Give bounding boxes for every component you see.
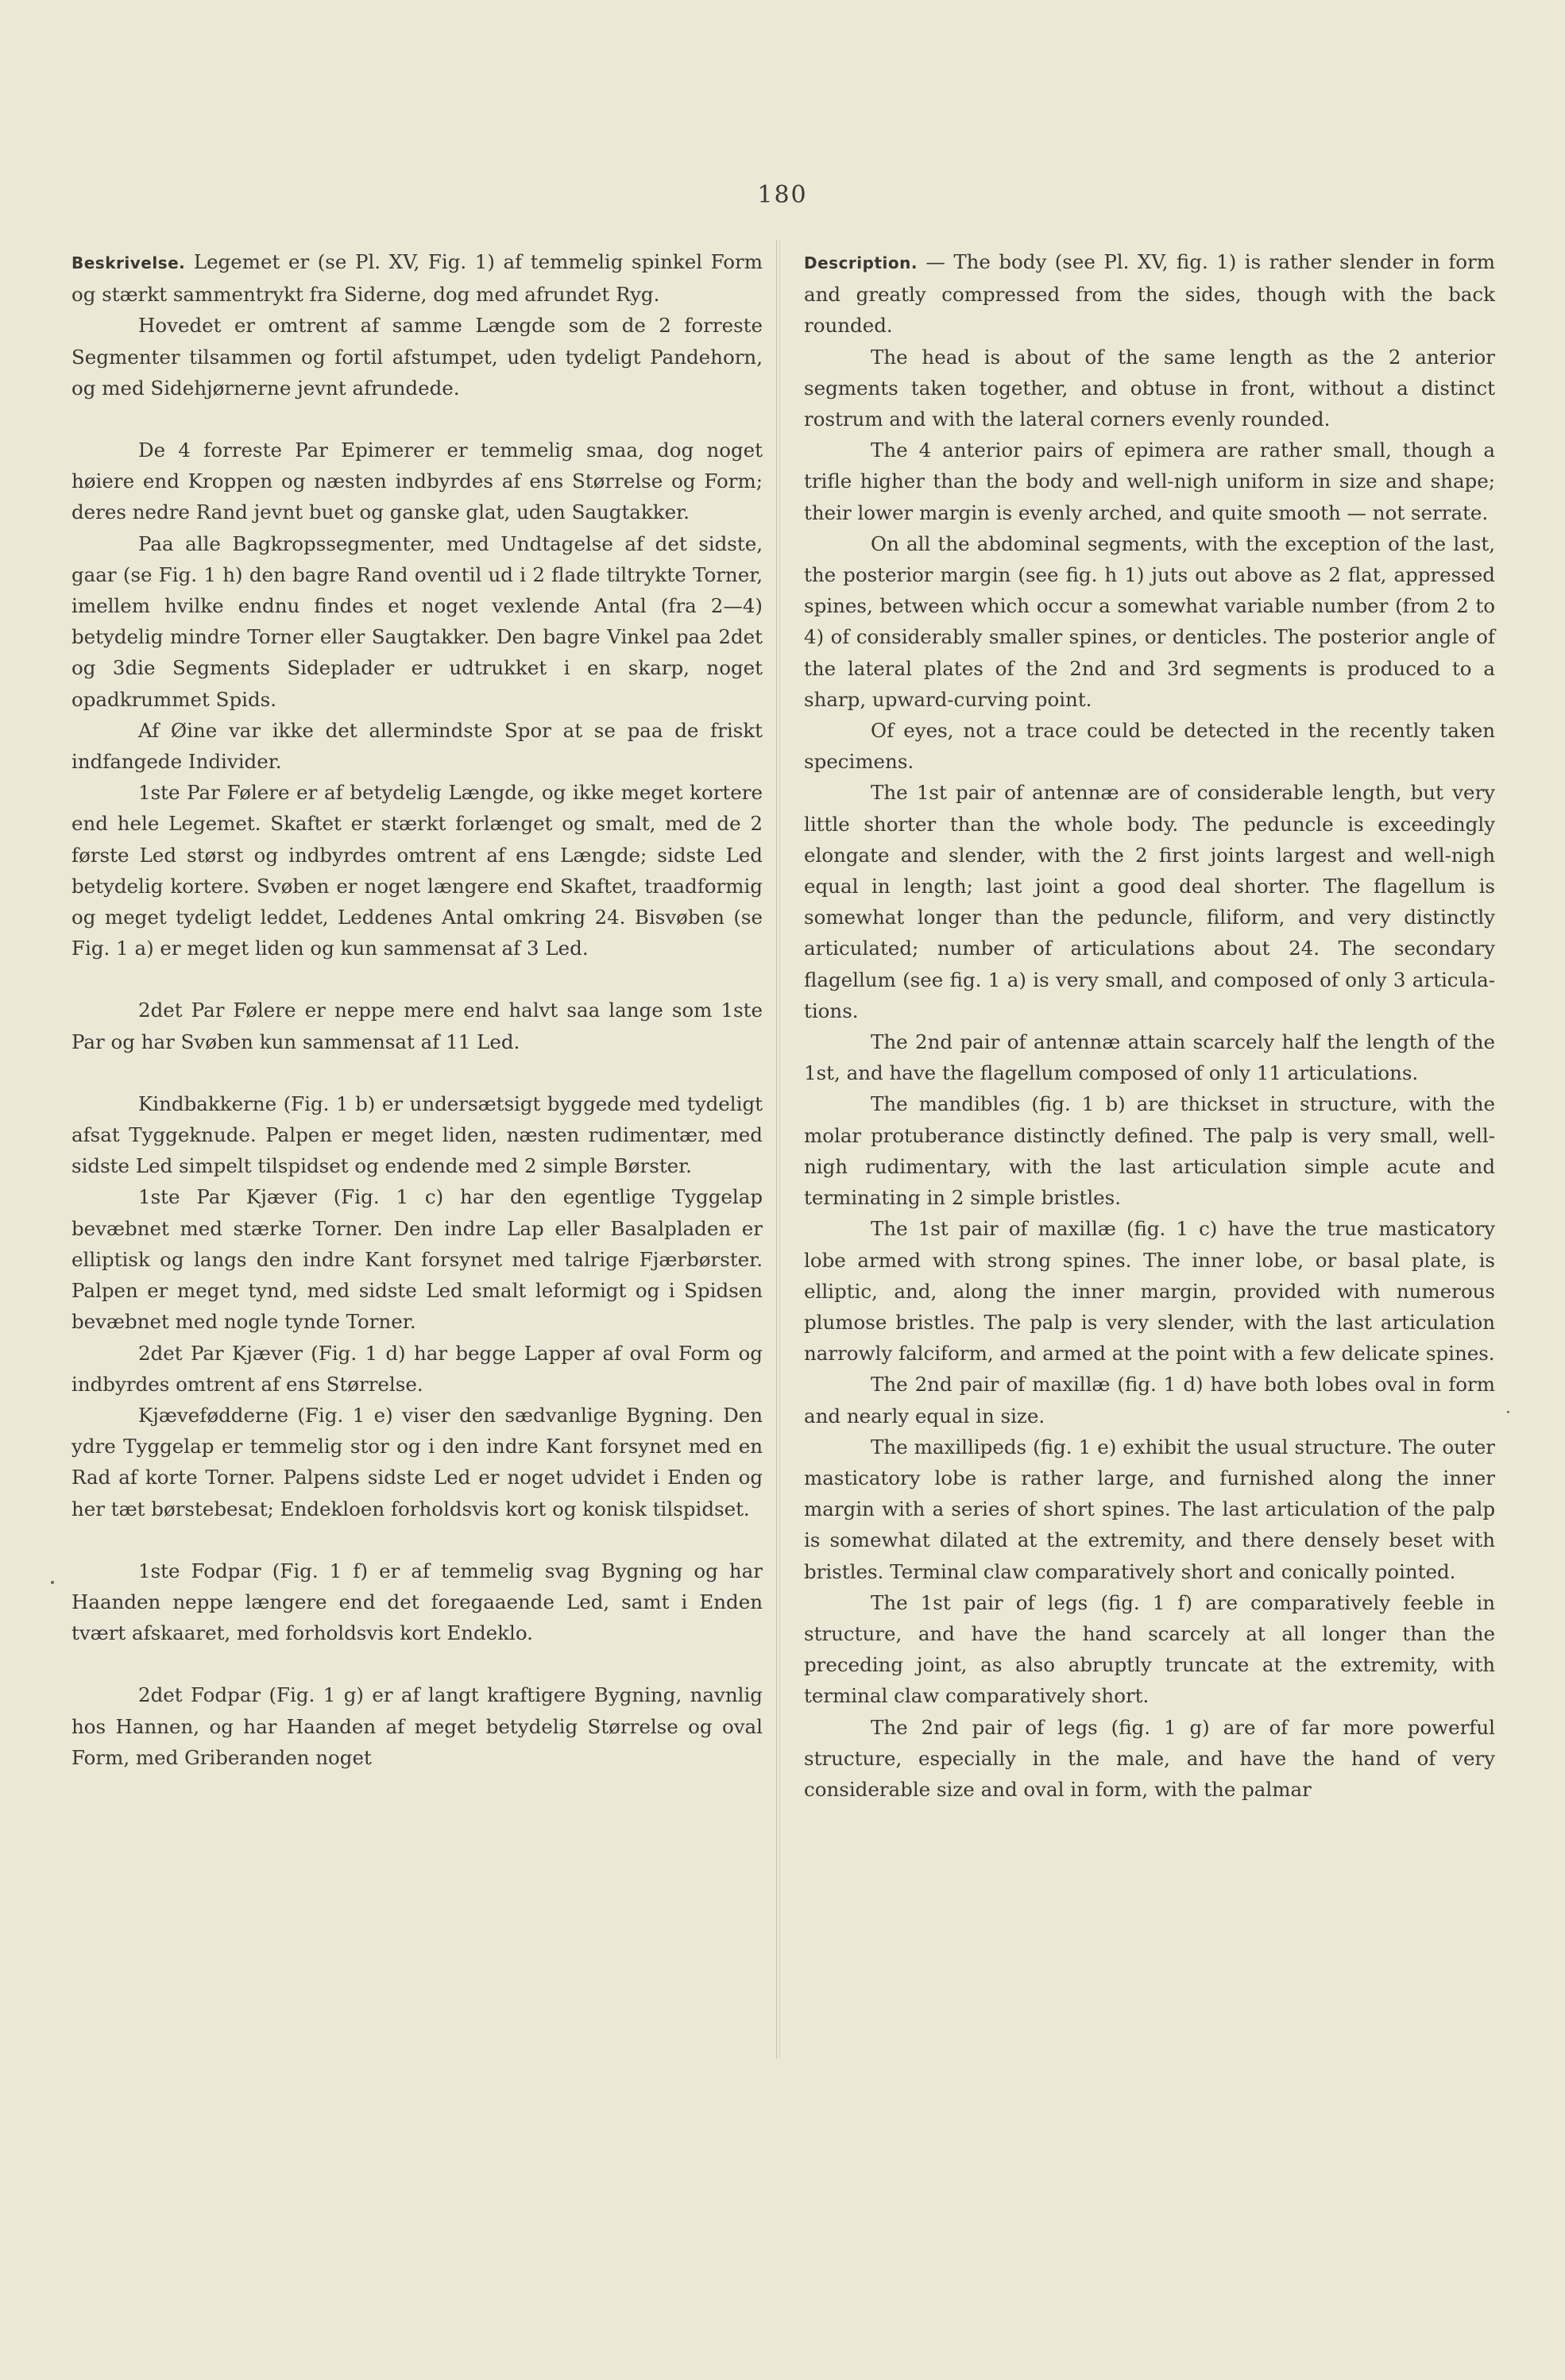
ink-speck — [51, 1581, 54, 1584]
paragraph: The 4 anterior pairs of epimera are rather small, though a trifle higher than the body and well-nigh uniform in size and shape; their lower margin is evenly arched, and quite smooth — not serrate. — [804, 439, 1495, 524]
paragraph: Paa alle Bagkropssegmenter, med Undtagelse af det sidste, gaar (se Fig. 1 h) den bagre Rand oventil ud i 2 flade tiltrykte Torner, imellem hvilke endnu findes et noget vexlende Antal (fra 2—4) betydelig mindre Torner eller Saugtakker. Den bagre Vinkel paa 2det og 3die Segments Sideplader er udtrukket i en skarp, noget opadkrummet Spids. — [71, 531, 763, 711]
paragraph: Description. — The body (see Pl. XV, fig. 1) is rather slender in form and greatly compressed from the sides, though with the back rounded. — [804, 250, 1495, 338]
column-divider — [776, 240, 777, 2059]
paragraph: On all the abdominal segments, with the exception of the last, the posterior margin (see fig. h 1) juts out above as 2 flat, appressed spines, between which occur a somewhat variable number (from 2 to 4) of considerably smaller spines, or denticles. The posterior angle of the lateral plates of the 2nd and 3rd segments is produced to a sharp, upward-curving point. — [804, 531, 1495, 711]
paragraph: The 2nd pair of antennæ attain scarcely half the length of the 1st, and have the flagellum composed of only 11 articulations. — [804, 1030, 1495, 1085]
paragraph: 1ste Fodpar (Fig. 1 f) er af temmelig svag Bygning og har Haanden neppe længere end det foregaaende Led, samt i Enden tvært afskaaret, med forholdsvis kort Endeklo. — [71, 1559, 763, 1645]
page-number: 180 — [757, 181, 808, 209]
paragraph: 1ste Par Kjæver (Fig. 1 c) har den egentlige Tyggelap bevæbnet med stærke Torner. Den indre Lap eller Basalpladen er elliptisk og langs den indre Kant forsynet med talrige Fjærbørster. Palpen er meget tynd, med sidste Led smalt leformigt og i Spidsen bevæbnet med nogle tynde Torner. — [71, 1185, 763, 1334]
paragraph: The mandibles (fig. 1 b) are thickset in structure, with the molar protuberance distinctly defined. The palp is very small, well-nigh rudimentary, with the last articulation simple acute and terminating in 2 simple bristles. — [804, 1092, 1495, 1210]
paragraph: 2det Par Følere er neppe mere end halvt saa lange som 1ste Par og har Svøben kun sammensat af 11 Led. — [71, 999, 763, 1053]
section-heading: Description. — [804, 253, 918, 272]
paragraph: 1ste Par Følere er af betydelig Længde, og ikke meget kortere end hele Legemet. Skaftet er stærkt forlænget og smalt, med de 2 første Led størst og indbyrdes omtrent af ens Længde; sidste Led betydelig kortere. Svøben er noget længere end Skaftet, traadformig og meget tydeligt leddet, Leddenes Antal omkring 24. Bisvøben (se Fig. 1 a) er meget liden og kun sammensat af 3 Led. — [71, 781, 763, 960]
paragraph: 2det Fodpar (Fig. 1 g) er af langt kraftigere Bygning, navnlig hos Hannen, og har Haanden af meget betydelig Størrelse og oval Form, med Griberanden noget — [71, 1683, 763, 1769]
paragraph: Hovedet er omtrent af samme Længde som de 2 forreste Segmenter tilsammen og fortil afstumpet, uden tydeligt Pandehorn, og med Sidehjørnerne jevnt afrundede. — [71, 314, 763, 400]
ink-speck — [1507, 1411, 1509, 1413]
paragraph: Kjævefødderne (Fig. 1 e) viser den sædvanlige Bygning. Den ydre Tyggelap er temmelig stor og i den indre Kant forsynet med en Rad af korte Torner. Palpens sidste Led er noget udvidet i Enden og her tæt børstebesat; Endekloen forholdsvis kort og konisk tilspidset. — [71, 1403, 763, 1520]
paragraph: The 2nd pair of legs (fig. 1 g) are of far more powerful structure, especially in the male, and have the hand of very considerable size and oval in form, with the palmar — [804, 1715, 1495, 1801]
paragraph: The 1st pair of maxillæ (fig. 1 c) have the true masticatory lobe armed with strong spines. The inner lobe, or basal plate, is elliptic, and, along the inner margin, provided with numerous plumose bristles. The palp is very slender, with the last articulation narrowly falciform, and armed at the point with a few delicate spines. — [804, 1217, 1495, 1366]
section-heading: Beskrivelse. — [71, 253, 186, 272]
english-column — [804, 246, 1495, 1805]
paragraph: Kindbakkerne (Fig. 1 b) er undersætsigt byggede med tydeligt afsat Tyggeknude. Palpen er meget liden, næsten rudimentær, med sidste Led simpelt tilspidset og endende med 2 simple Børster. — [71, 1091, 763, 1178]
paragraph: Of eyes, not a trace could be detected in the recently taken specimens. — [804, 719, 1495, 774]
paragraph: De 4 forreste Par Epimerer er temmelig smaa, dog noget høiere end Kroppen og næsten indbyrdes af ens Størrelse og Form; deres nedre Rand jevnt buet og ganske glat, uden Saugtakker. — [71, 439, 763, 524]
paragraph: The 1st pair of antennæ are of considerable length, but very little shorter than the whole body. The peduncle is exceedingly elongate and slender, with the 2 first joints largest and well-nigh equal in length; last joint a good deal shorter. The flagellum is somewhat longer than the peduncle, filiform, and very distinctly articulated; number of articulations about 24. The secondary flagellum (see fig. 1 a) is very small, and composed of only 3 articulations. — [804, 781, 1495, 1022]
paragraph: The 1st pair of legs (fig. 1 f) are comparatively feeble in structure, and have the hand scarcely at all longer than the preceding joint, as also abruptly truncate at the extremity, with terminal claw comparatively short. — [804, 1590, 1495, 1708]
norwegian-column — [71, 246, 763, 1773]
paragraph: Beskrivelse. Legemet er (se Pl. XV, Fig. 1) af temmelig spinkel Form og stærkt sammentrykt fra Siderne, dog med afrundet Ryg. — [71, 250, 763, 307]
column-divider-secondary — [779, 240, 780, 2059]
paragraph: Af Øine var ikke det allermindste Spor at se paa de friskt indfangede Individer. — [71, 718, 763, 774]
paragraph: 2det Par Kjæver (Fig. 1 d) har begge Lapper af oval Form og indbyrdes omtrent af ens Størrelse. — [71, 1341, 763, 1396]
paragraph: The 2nd pair of maxillæ (fig. 1 d) have both lobes oval in form and nearly equal in size. — [804, 1373, 1495, 1428]
paragraph: The head is about of the same length as the 2 anterior segments taken together, and obtuse in front, without a distinct rostrum and with the lateral corners evenly rounded. — [804, 345, 1495, 431]
paragraph: The maxillipeds (fig. 1 e) exhibit the usual structure. The outer masticatory lobe is rather large, and furnished along the inner margin with a series of short spines. The last articulation of the palp is somewhat dilated at the extremity, and there densely beset with bristles. Terminal claw comparatively short and conically pointed. — [804, 1435, 1495, 1583]
